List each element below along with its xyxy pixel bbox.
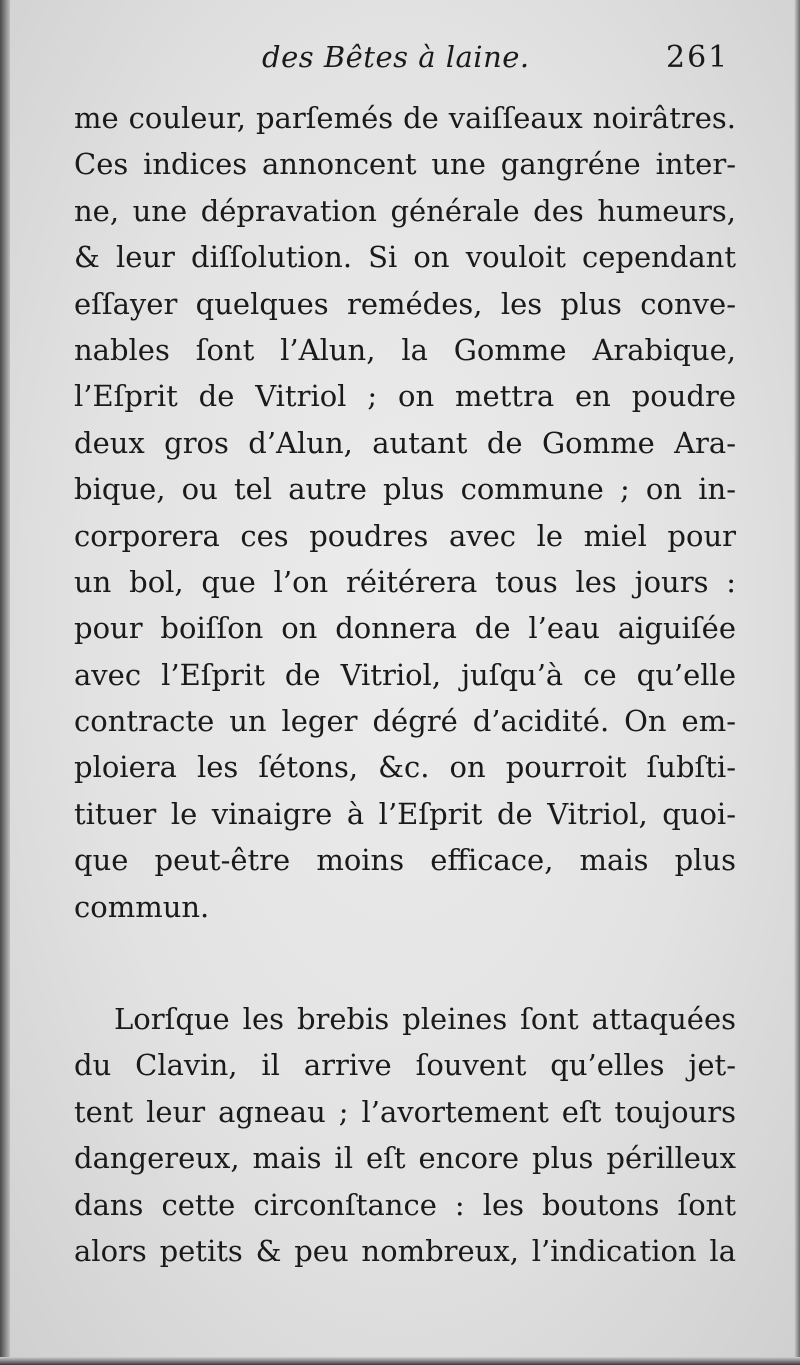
- page-edge-shadow-right: [794, 0, 800, 1365]
- text-line: pour boiſſon on donnera de l’eau aiguiſée: [74, 611, 736, 646]
- text-line: ploiera les ſétons, &c. on pourroit ſubſti-: [74, 750, 736, 785]
- paragraph-1: [74, 95, 736, 930]
- text-line: l’Eſprit de Vitriol ; on mettra en poudre: [74, 379, 736, 414]
- running-head-title: des Bêtes à laine.: [262, 40, 530, 74]
- text-line: Ces indices annoncent une gangréne inter-: [74, 147, 736, 182]
- text-line: eſſayer quelques remédes, les plus conve-: [74, 286, 736, 321]
- text-line: ne, une dépravation générale des humeurs,: [74, 193, 736, 228]
- page-edge-shadow-bottom: [0, 1357, 800, 1365]
- running-head: [0, 40, 800, 90]
- text-line: contracte un leger dégré d’acidité. On em-: [74, 704, 736, 739]
- body-text: [74, 95, 736, 1274]
- text-line: me couleur, parſemés de vaiſſeaux noirâtres.: [74, 101, 736, 135]
- text-line: deux gros d’Alun, autant de Gomme Ara-: [74, 425, 736, 460]
- text-line: que peut-être moins efficace, mais plus: [74, 843, 736, 878]
- text-line: Lorſque les brebis pleines ſont attaquées: [114, 1002, 736, 1037]
- page-number: 261: [666, 40, 730, 75]
- text-line: un bol, que l’on réitérera tous les jours :: [74, 564, 736, 599]
- text-line: tituer le vinaigre à l’Eſprit de Vitriol, quoi-: [74, 796, 736, 831]
- text-line: avec l’Eſprit de Vitriol, juſqu’à ce qu’elle: [74, 657, 736, 692]
- text-line: nables ſont l’Alun, la Gomme Arabique,: [74, 332, 736, 367]
- text-line: dangereux, mais il eſt encore plus périlleux: [74, 1141, 736, 1176]
- text-line: & leur diſſolution. Si on vouloit cependant: [74, 240, 736, 275]
- text-line: bique, ou tel autre plus commune ; on in-: [74, 472, 736, 507]
- text-line: tent leur agneau ; l’avortement eſt toujours: [74, 1094, 736, 1129]
- text-line: corporera ces poudres avec le miel pour: [74, 518, 736, 553]
- text-line: commun.: [74, 889, 210, 924]
- text-line: dans cette circonſtance : les boutons ſont: [74, 1187, 736, 1222]
- text-line: alors petits & peu nombreux, l’indication la: [74, 1233, 736, 1268]
- paragraph-gap: [74, 930, 736, 996]
- paragraph-2: [74, 996, 736, 1274]
- page-edge-shadow-left: [0, 0, 10, 1365]
- text-line: du Clavin, il arrive ſouvent qu’elles jet-: [74, 1048, 736, 1083]
